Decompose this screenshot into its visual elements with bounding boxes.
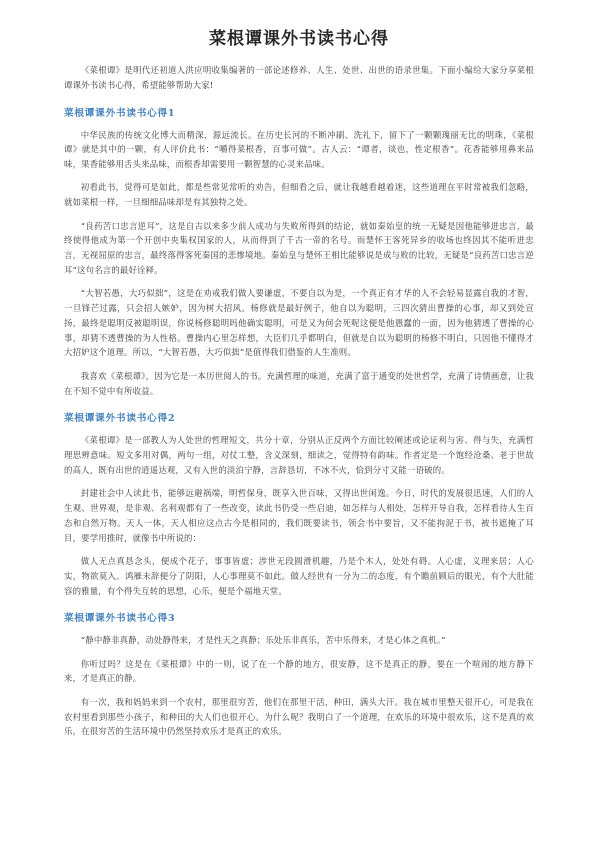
intro-paragraph: 《菜根谭》是明代还初道人洪应明收集编著的一部论述修养、人生、处世、出世的语录世集。下面小编给大家分享菜根谭课外书读书心得，希望能够帮助大家!	[64, 65, 534, 90]
section-1-paragraph-4: “大智若愚，大巧似拙”，这是在劝戒我们做人要谦虚，不要自以为是，一个真正有才华的人不会轻易显露自我的才智，一旦锋芒过露，只会招人嫉妒，因为树大招风。杨修就是最好例子，他自以为聪明，三四次猜出曹操的心事，却又到处宣扬，最终是聪明反被聪明误，你说杨修聪明吗他确实聪明，可是又为何会死呢这便是他愚蠢的一面，因为他猜透了曹操的心事，却猜不透曹操的为人性格。曹操内心里怎样想，大臣们几乎都明白，但就是自以为聪明的杨修不明白，只因他不懂得才大招妒这个道理。所以，“大智若愚，大巧似拙”是值得我们借鉴的人生准则。	[64, 288, 534, 358]
section-2-heading: 菜根谭课外书读书心得2	[64, 413, 176, 425]
section-1-paragraph-5: 我喜欢《菜根谭》，因为它是一本历世阅人的书。充满哲理的味道，充满了富于通变的处世哲学，充满了诗情画意，让我在不知不觉中有所收益。	[64, 370, 534, 396]
section-2-paragraph-1: 《菜根谭》是一部教人为人处世的哲理短文，共分十章，分别从正反两个方面比较阐述或论证利与害、得与失，充满哲理思辨意味。短文多用对偶，两句一组，对仗工整，含义深刻，细读之，觉得特有韵味。作者定是一个饱经沧桑、老于世故的高人，既有出世的逍遥达观，又有入世的淡泊宁静，言辞恳切，不冰不火，恰到分寸又能一语破的。	[64, 435, 534, 475]
section-3-paragraph-3: 有一次，我和妈妈来到一个农村，那里很穷苦，他们在那里干活，种田，满头大汗。我在城市里整天很开心，可是我在农村里看到那些小孩子，和种田的大人们也很开心。为什么呢？我明白了一个道理，在欢乐的环境中很欢乐，这不是真的欢乐，在很穷苦的生活环境中仍然坚持欢乐才是真正的欢乐。	[64, 696, 534, 737]
section-3-paragraph-2: 你听过吗？这是在《菜根谭》中的一则，说了在一个静的地方，很安静，这不是真正的静，要在一个喧闹的地方静下来，才是真正的静。	[64, 658, 534, 684]
section-2-paragraph-2: 封建社会中人读此书，能够远避祸端，明哲保身，既享入世百味，又得出世闲逸。今日，时代的发展很迅速，人们的人生观、世界观，是非观、名利观都有了一些改变，读此书仍受一些启迪，如怎样与人相处，怎样开导自我，怎样看待人生百态和自然万物。天人一体，天人相应这点古今是相同的，我们既要读书，领会书中要旨，又不能拘泥于书，被书遮掩了耳目，要学用推时，就像书中所说的：	[64, 488, 534, 543]
section-1-paragraph-1: 中华民族的传统文化博大而精深，源远流长。在历史长河的不断冲刷、洗礼下，留下了一颗颗瑰丽无比的明珠，《菜根谭》就是其中的一颗，有人评价此书：“嚼得菜根香，百事可做”。古人云：“谭者，谈也，性定根香”。花香能够用鼻来品味，果香能够用舌头来品味，而根香却需要用一颗智慧的心灵来品味。	[64, 129, 534, 170]
document-title: 菜根谭课外书读书心得	[209, 29, 389, 49]
section-3-heading: 菜根谭课外书读书心得3	[64, 613, 176, 625]
section-1-paragraph-3: “良药苦口忠言逆耳”，这是自古以来多少前人成功与失败所得到的结论，就如秦始皇的统一无疑是因他能够进忠言，最终使得他成为第一个开创中央集权国家的人，从而得到了千古一帝的名号。而楚怀王客死异乡的收场也终因其不能听进忠言，无视屈原的忠言，最终落得客死秦国的悲惨境地。秦始皇与楚怀王相比能够说是成与败的比较，无疑是“良药苦口忠言逆耳”这句名言的最好诠释。	[64, 220, 534, 275]
section-3-paragraph-1: “静中静非真静，动处静得来，才是性天之真静；乐处乐非真乐，苦中乐得来，才是心体之真机。”	[80, 635, 446, 646]
section-2-paragraph-3: 做人无点真恳念头，便成个花子，事事皆虚；涉世无段圆滑机趣，乃是个木人，处处有碍。人心虚，义理来居；人心实，物欲莫入。鸿雁未辞便分了阴阳，人心事理莫不如此。做人经世有一分为二的态度，有个瞻前顾后的眼光，有个大肚能容的雅量，有个得失互转的思想，心乐，便是个福地天堂。	[64, 555, 534, 596]
section-1-paragraph-2: 初看此书，觉得可是如此，都是些常见常听的劝告，但细看之后，就让我越看越着迷，这些道理在平时常被我们忽略，就如菜根一样，一旦细细品味却是有其独特之处。	[64, 182, 534, 208]
section-1-heading: 菜根谭课外书读书心得1	[64, 107, 176, 119]
